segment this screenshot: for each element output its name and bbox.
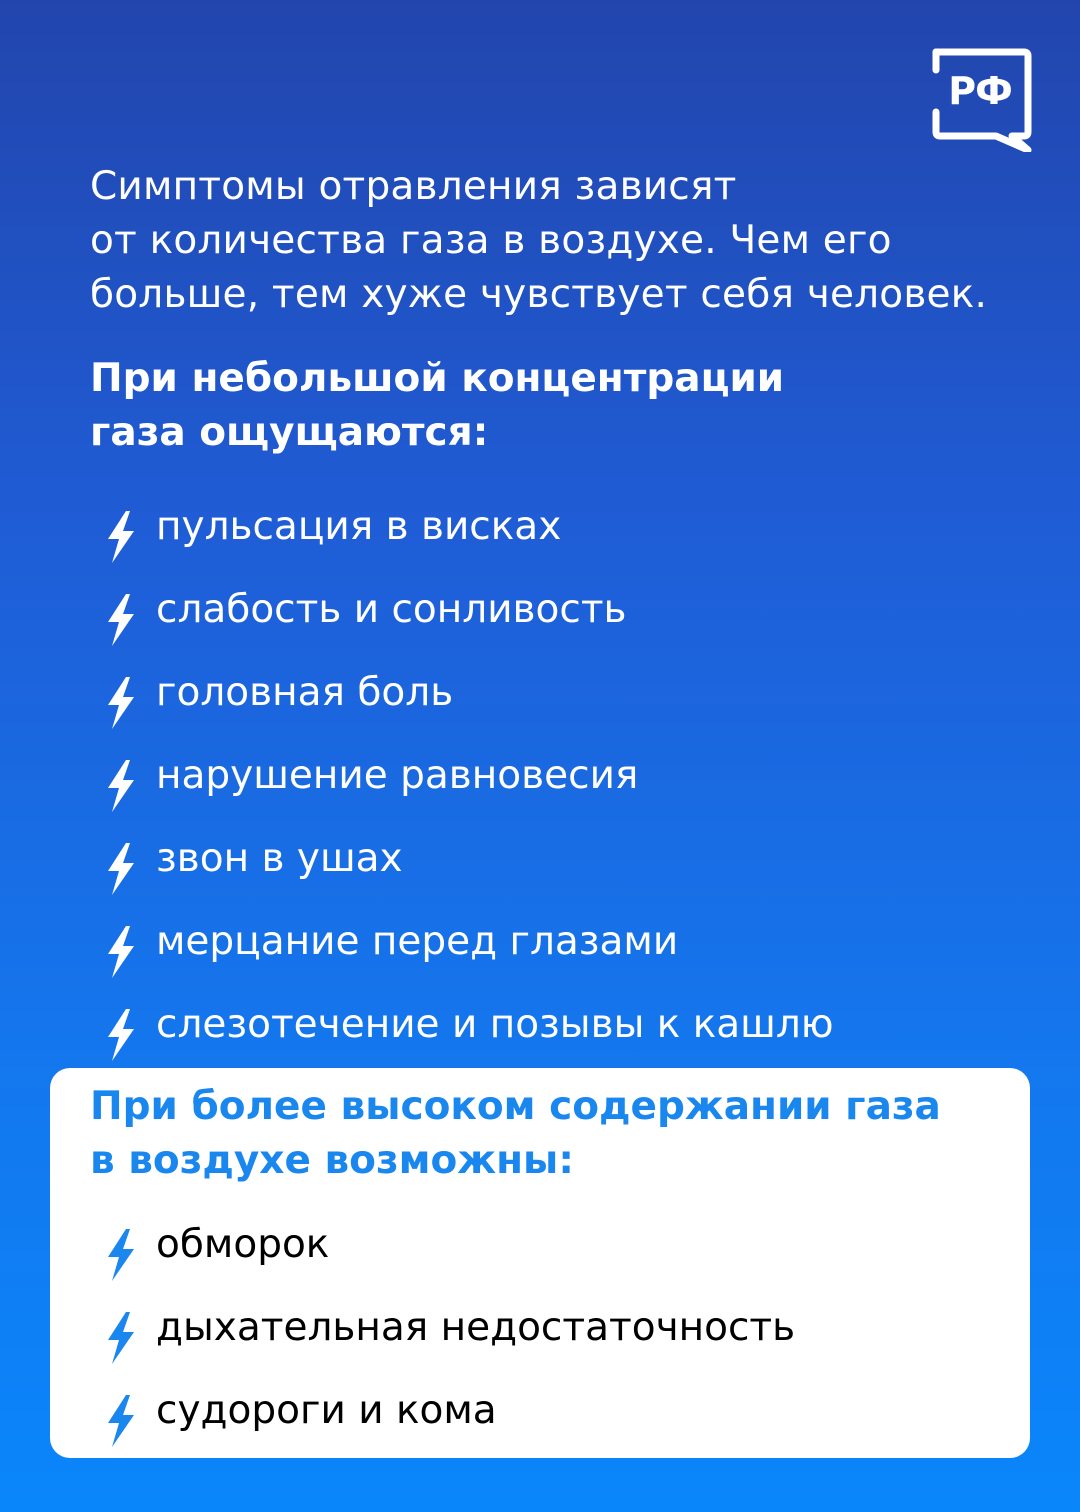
rf-logo — [932, 48, 1032, 152]
intro-line: Симптомы отравления зависят — [90, 164, 737, 209]
list-item — [100, 988, 1040, 1071]
list-item — [100, 822, 1040, 905]
heading-line: газа ощущаются: — [90, 410, 489, 455]
lightning-bolt-icon — [100, 675, 140, 731]
intro-paragraph — [90, 160, 1040, 322]
heading-line: При небольшой концентрации — [90, 356, 785, 401]
high-concentration-heading — [90, 1080, 1010, 1188]
list-item — [100, 490, 1040, 573]
lightning-bolt-icon — [100, 924, 140, 980]
list-item-label: пульсация в висках — [156, 503, 562, 549]
lightning-bolt-icon — [100, 592, 140, 648]
lightning-bolt-icon — [100, 1310, 140, 1366]
lightning-bolt-icon — [100, 1007, 140, 1063]
list-item-label: слезотечение и позывы к кашлю — [156, 1001, 834, 1047]
heading-line: При более высоком содержании газа — [90, 1084, 941, 1129]
list-item-label: судороги и кома — [156, 1387, 497, 1433]
lightning-bolt-icon — [100, 509, 140, 565]
list-item-label: мерцание перед глазами — [156, 918, 679, 964]
list-item — [100, 1374, 1000, 1457]
list-item-label: звон в ушах — [156, 835, 403, 881]
intro-line: от количества газа в воздухе. Чем его — [90, 218, 892, 263]
high-concentration-list — [100, 1208, 1000, 1457]
list-item — [100, 656, 1040, 739]
list-item-label: дыхательная недостаточность — [156, 1304, 796, 1350]
lightning-bolt-icon — [100, 1393, 140, 1449]
list-item-label: нарушение равновесия — [156, 752, 639, 798]
low-concentration-heading — [90, 352, 990, 460]
heading-line: в воздухе возможны: — [90, 1138, 574, 1183]
list-item — [100, 905, 1040, 988]
high-concentration-card — [50, 1068, 1030, 1458]
list-item — [100, 1208, 1000, 1291]
list-item — [100, 739, 1040, 822]
list-item-label: обморок — [156, 1221, 330, 1267]
list-item-label: головная боль — [156, 669, 454, 715]
list-item — [100, 1291, 1000, 1374]
low-concentration-list — [100, 490, 1040, 1071]
lightning-bolt-icon — [100, 841, 140, 897]
list-item-label: слабость и сонливость — [156, 586, 627, 632]
list-item — [100, 573, 1040, 656]
intro-line: больше, тем хуже чувствует себя человек. — [90, 272, 988, 317]
lightning-bolt-icon — [100, 758, 140, 814]
lightning-bolt-icon — [100, 1227, 140, 1283]
rf-logo-text: РФ — [948, 69, 1012, 113]
